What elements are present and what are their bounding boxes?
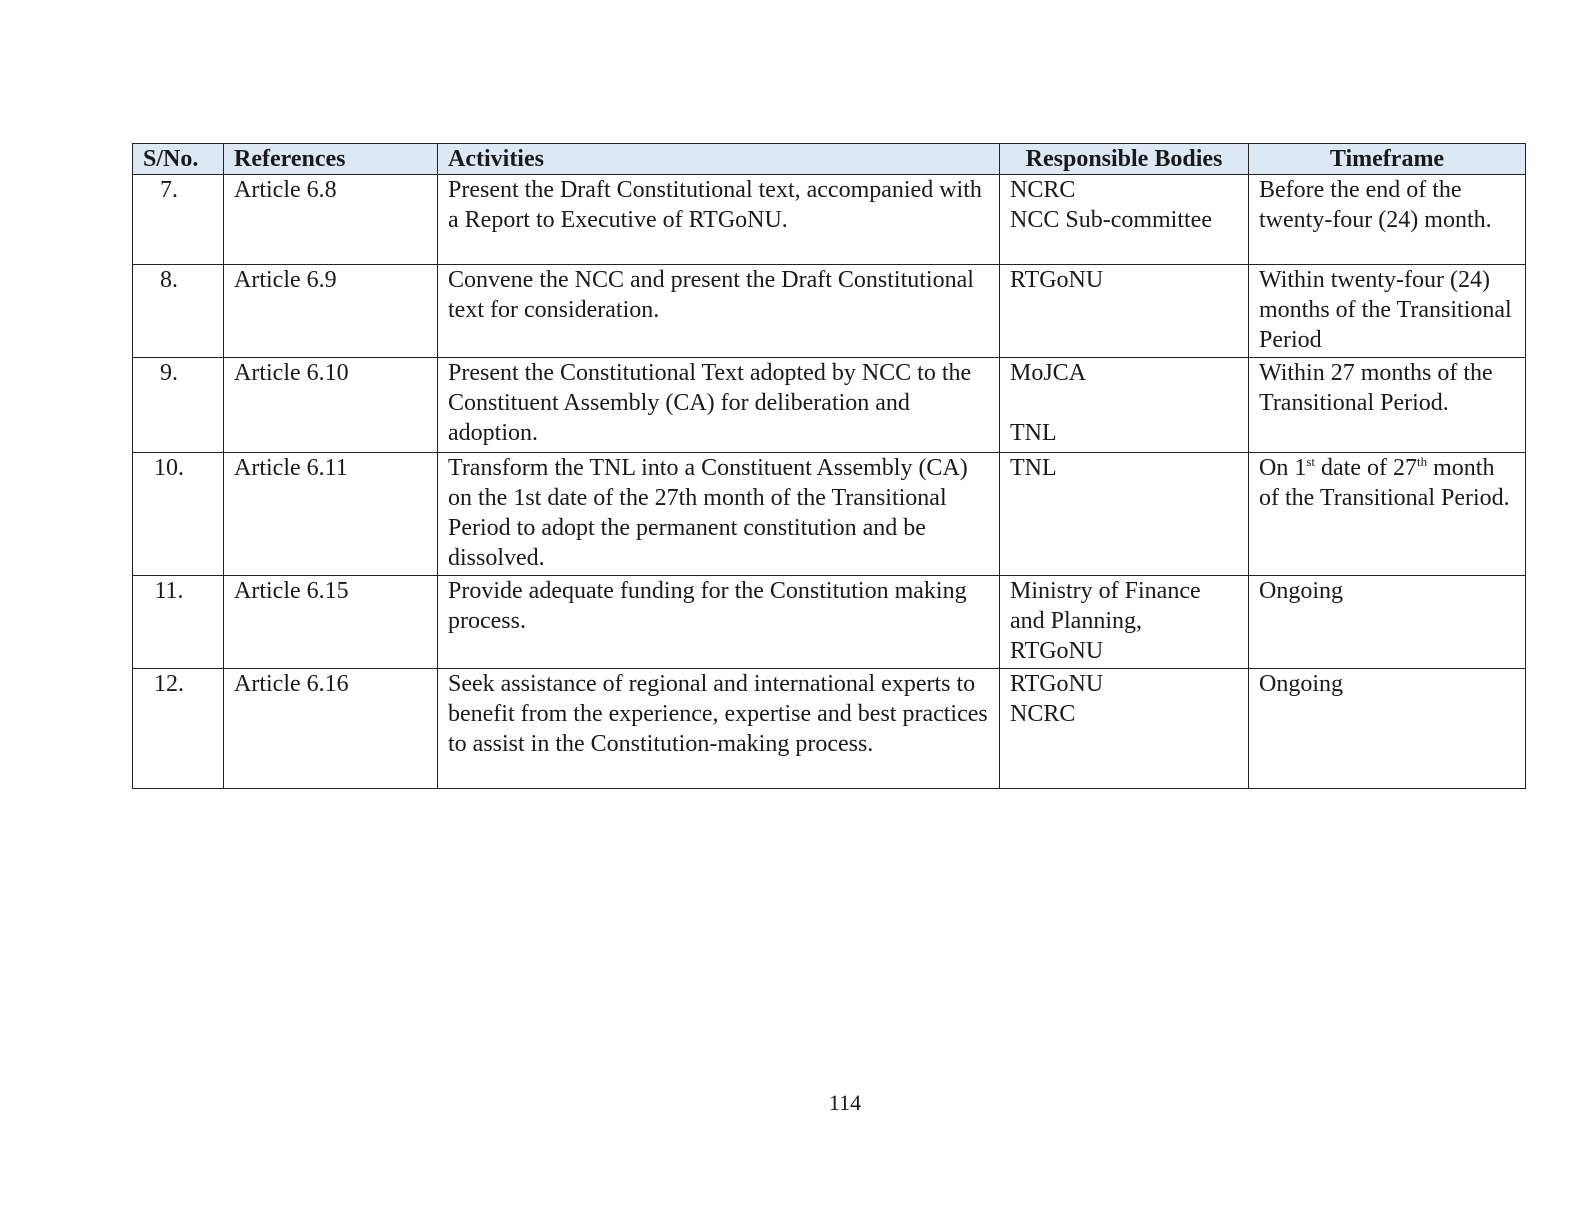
body-line: Ministry of Finance and Planning, RTGoNU	[1010, 578, 1201, 664]
table-row	[133, 576, 1526, 669]
row-bodies	[1000, 453, 1249, 576]
header-activities: Activities	[438, 144, 1000, 175]
row-sno: 11.	[133, 576, 224, 669]
body-line: RTGoNU	[1010, 671, 1104, 697]
body-line: NCRC	[1010, 177, 1076, 203]
row-timeframe	[1249, 453, 1526, 576]
header-references: References	[224, 144, 438, 175]
page-number: 114	[828, 1090, 862, 1115]
table-row	[133, 358, 1526, 453]
row-reference: Article 6.11	[224, 453, 438, 576]
row-timeframe: Within 27 months of the Transitional Period.	[1249, 358, 1526, 453]
row-sno: 12.	[133, 669, 224, 789]
table-row	[133, 175, 1526, 265]
body-line: MoJCA	[1010, 360, 1087, 386]
timeframe-text: month of the Transitional Period.	[1259, 455, 1510, 511]
ordinal-suffix: th	[1416, 454, 1428, 469]
row-sno: 9.	[133, 358, 224, 453]
row-timeframe: Within twenty-four (24) months of the Transitional Period	[1249, 265, 1526, 358]
body-line: TNL	[1010, 420, 1057, 446]
row-bodies	[1000, 265, 1249, 358]
table-row	[133, 265, 1526, 358]
timeframe-text: date of 27	[1315, 455, 1417, 481]
header-responsible-bodies: Responsible Bodies	[1000, 144, 1249, 175]
table-body	[133, 175, 1526, 789]
body-line: TNL	[1010, 455, 1057, 481]
row-reference: Article 6.16	[224, 669, 438, 789]
header-row	[133, 144, 1526, 175]
body-line: RTGoNU	[1010, 267, 1104, 293]
row-activity: Transform the TNL into a Constituent Assembly (CA) on the 1st date of the 27th month of the Transitional Period to adopt the permanent constitution and be dissolved.	[438, 453, 1000, 576]
row-activity: Present the Constitutional Text adopted by NCC to the Constituent Assembly (CA) for deliberation and adoption.	[438, 358, 1000, 453]
timeframe-text: On 1	[1259, 455, 1307, 481]
row-activity: Provide adequate funding for the Constitution making process.	[438, 576, 1000, 669]
row-activity: Convene the NCC and present the Draft Constitutional text for consideration.	[438, 265, 1000, 358]
row-activity: Present the Draft Constitutional text, accompanied with a Report to Executive of RTGoNU.	[438, 175, 1000, 265]
body-blank-line	[1010, 388, 1238, 418]
header-sno: S/No.	[133, 144, 224, 175]
row-reference: Article 6.8	[224, 175, 438, 265]
row-bodies	[1000, 358, 1249, 453]
row-timeframe: Ongoing	[1249, 669, 1526, 789]
row-reference: Article 6.15	[224, 576, 438, 669]
activities-table	[132, 143, 1526, 789]
ordinal-suffix: st	[1306, 454, 1316, 469]
table-header	[133, 144, 1526, 175]
row-bodies	[1000, 669, 1249, 789]
row-sno: 8.	[133, 265, 224, 358]
row-bodies	[1000, 576, 1249, 669]
header-timeframe: Timeframe	[1249, 144, 1526, 175]
table-row	[133, 669, 1526, 789]
body-line: NCRC	[1010, 701, 1076, 727]
row-reference: Article 6.10	[224, 358, 438, 453]
row-sno: 10.	[133, 453, 224, 576]
row-reference: Article 6.9	[224, 265, 438, 358]
row-timeframe: Ongoing	[1249, 576, 1526, 669]
row-activity: Seek assistance of regional and international experts to benefit from the experience, expertise and best practices to assist in the Constitution-making process.	[438, 669, 1000, 789]
row-sno: 7.	[133, 175, 224, 265]
row-timeframe: Before the end of the twenty-four (24) month.	[1249, 175, 1526, 265]
body-line: NCC Sub-committee	[1010, 207, 1212, 233]
row-bodies	[1000, 175, 1249, 265]
table-row	[133, 453, 1526, 576]
